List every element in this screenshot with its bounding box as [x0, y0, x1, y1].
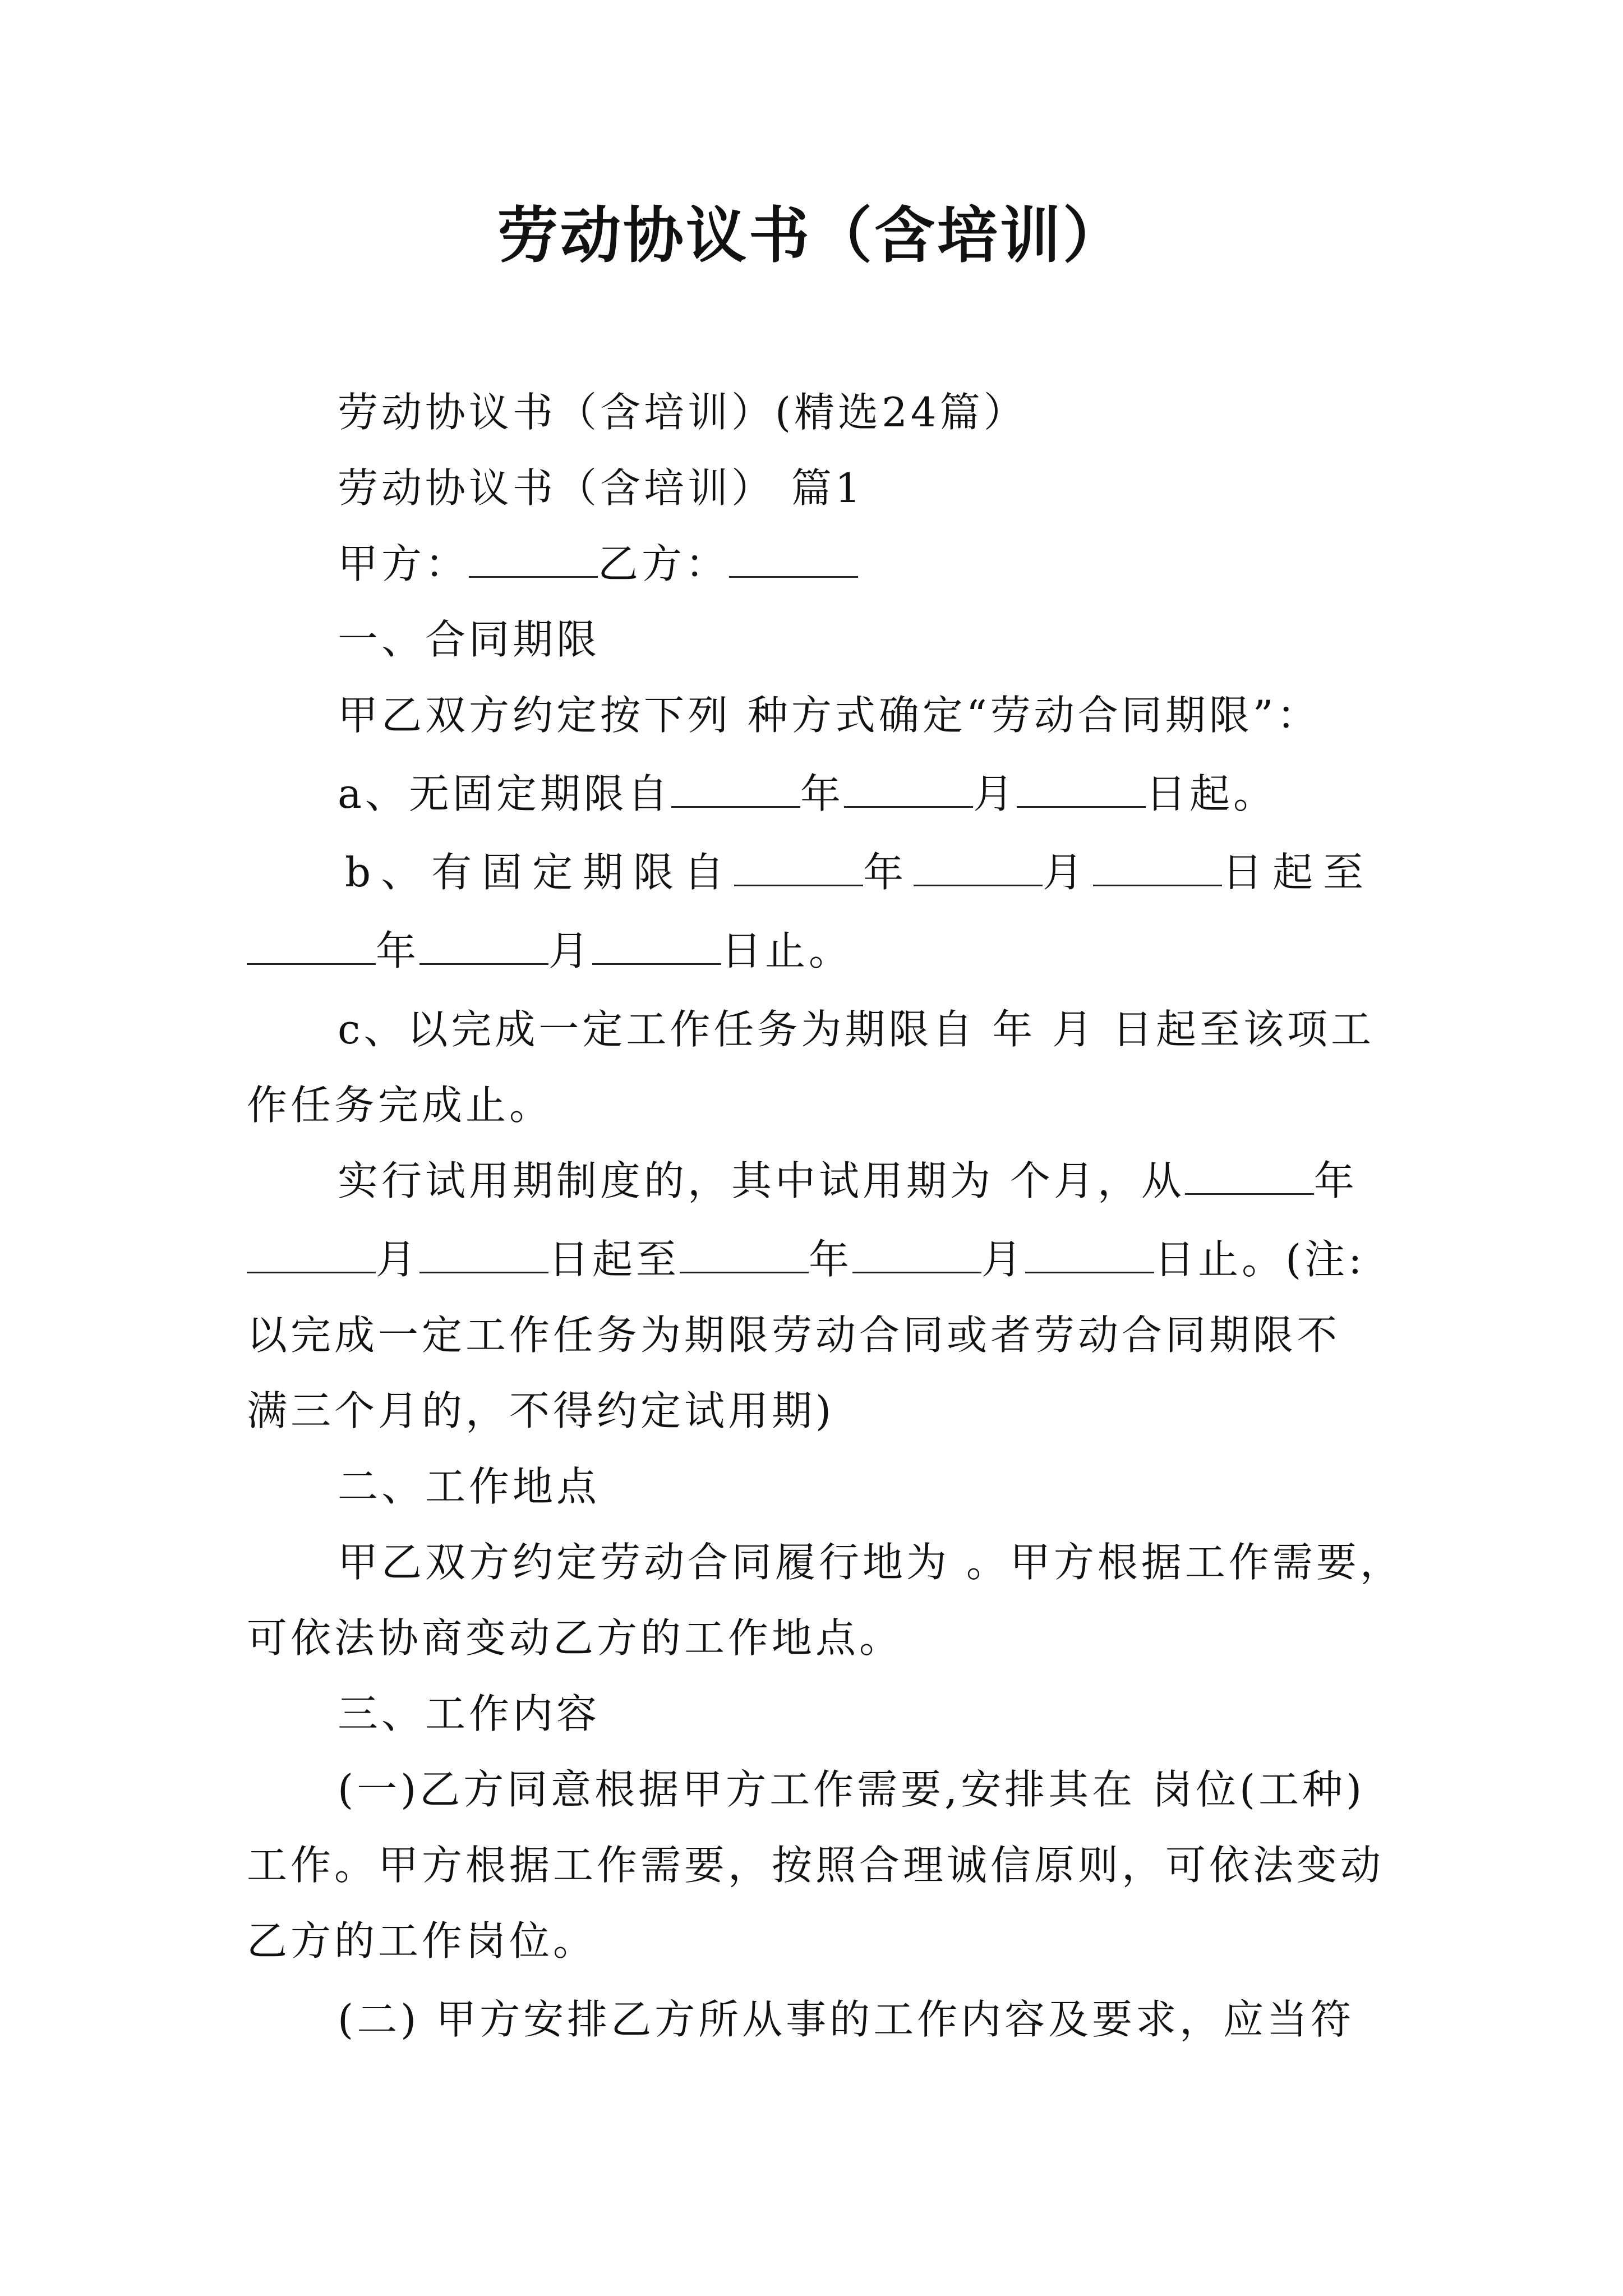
subtitle: 劳动协议书（含培训）(精选24篇） — [338, 389, 1027, 436]
party-a-blank — [469, 542, 598, 578]
probation-line1 — [338, 1150, 1358, 1212]
clause-c-line2: 作任务完成止。 — [247, 1082, 554, 1129]
month-label: 月 — [548, 927, 593, 974]
party-b-blank — [729, 542, 858, 578]
month-label: 月 — [981, 1236, 1026, 1283]
section3-item1-line1: (一)乙方同意根据甲方工作需要,安排其在 岗位(工种) — [338, 1766, 1366, 1813]
section3-heading: 三、工作内容 — [338, 1690, 601, 1737]
clause-b-line1 — [345, 841, 1373, 903]
clause-b-suffix-1: 日起至 — [1222, 849, 1374, 896]
clause-a-prefix: a、无固定期限自 — [338, 770, 671, 817]
probation-end: 日止。(注: — [1154, 1236, 1366, 1283]
year-label: 年 — [863, 849, 914, 896]
blank — [419, 1238, 548, 1273]
year-label: 年 — [1313, 1157, 1358, 1204]
blank — [914, 851, 1043, 886]
blank — [1017, 772, 1146, 808]
month-label: 月 — [972, 770, 1017, 817]
section1-intro: 甲乙双方约定按下列 种方式确定“劳动合同期限”： — [338, 692, 1321, 739]
clause-b-suffix-2: 日止。 — [721, 927, 853, 974]
blank — [247, 930, 376, 965]
clause-b-prefix: b、有固定期限自 — [345, 849, 735, 896]
year-label: 年 — [800, 770, 844, 817]
clause-b-line2 — [247, 920, 852, 982]
month-label: 月 — [1043, 849, 1094, 896]
probation-line4: 满三个月的，不得约定试用期) — [247, 1387, 835, 1434]
section3-item1-line2: 工作。甲方根据工作需要，按照合理诚信原则，可依法变动 — [247, 1842, 1385, 1889]
section2-line1: 甲乙双方约定劳动合同履行地为 。甲方根据工作需要， — [338, 1539, 1404, 1586]
section2-line2: 可依法协商变动乙方的工作地点。 — [247, 1614, 903, 1662]
probation-mid: 日起至 — [548, 1236, 680, 1283]
party-b-label: 乙方： — [598, 540, 730, 587]
probation-line3: 以完成一定工作任务为期限劳动合同或者劳动合同期限不 — [247, 1312, 1341, 1359]
section1-heading: 一、合同期限 — [338, 616, 601, 663]
blank — [247, 1238, 376, 1273]
probation-text: 实行试用期制度的，其中试用期为 个月，从 — [338, 1157, 1185, 1204]
blank — [844, 772, 973, 808]
blank — [419, 930, 548, 965]
party-a-label: 甲方： — [338, 540, 469, 587]
blank — [680, 1238, 809, 1273]
section-heading: 劳动协议书（含培训） 篇1 — [338, 464, 864, 512]
blank — [1025, 1238, 1154, 1273]
month-label: 月 — [376, 1236, 420, 1283]
section3-item1-line3: 乙方的工作岗位。 — [247, 1917, 597, 1964]
clause-a — [338, 763, 1277, 825]
year-label: 年 — [376, 927, 420, 974]
section2-heading: 二、工作地点 — [338, 1463, 601, 1510]
blank — [1093, 851, 1222, 886]
blank — [671, 772, 800, 808]
probation-line2 — [247, 1228, 1365, 1290]
section3-item2-line1: (二) 甲方安排乙方所从事的工作内容及要求，应当符 — [338, 1996, 1355, 2043]
blank — [852, 1238, 981, 1273]
blank — [1185, 1159, 1314, 1195]
year-label: 年 — [809, 1236, 853, 1283]
parties-line — [338, 533, 858, 595]
clause-a-suffix: 日起。 — [1145, 770, 1277, 817]
blank — [734, 851, 863, 886]
clause-c-line1: c、以完成一定工作任务为期限自 年 月 日起至该项工 — [338, 1006, 1375, 1053]
document-title: 劳动协议书（含培训） — [497, 200, 1126, 271]
blank — [592, 930, 721, 965]
